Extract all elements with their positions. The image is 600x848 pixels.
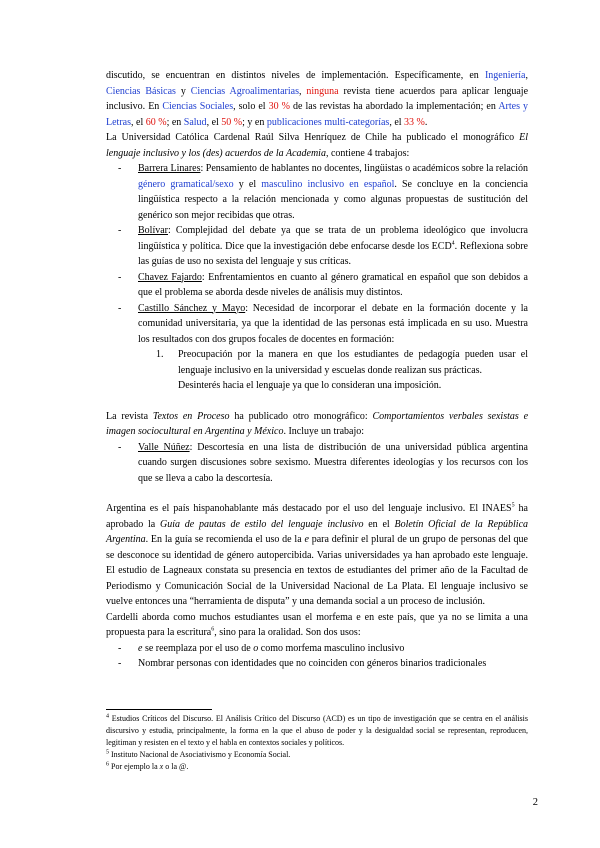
list-item-barrera: - Barrera Linares: Pensamiento de hablantes no docentes, lingüistas o académicos sobre la relación género gramatical/sexo y el masculino inclusivo en español. Se concluye en la conciencia lingüística respecto a la relación mencionada y como algunas propuestas de sustitución del genérico son mejor recibidas que otras. — [106, 161, 528, 223]
revista-title: Textos en Proceso — [152, 410, 230, 422]
list-item-castillo: - Castillo Sánchez y Mayo: Necesidad de incorporar el debate en la formación docente y la comunidad universitaria, ya que la identidad de las personas está implicada en su uso. Muestra los resultados con dos grupos focales de docentes en formación: 1. Preocupación por la manera en que los estudiantes de pedagogía pueden usar el lenguaje inclusivo en la universidad y escuelas donde realizan sus prácticas. Desinterés hacia el lenguaje ya que lo consideran una imposición. — [106, 301, 528, 394]
pct-50: 50 % — [221, 116, 243, 128]
pct-60: 60 % — [145, 116, 167, 128]
footnote-separator — [106, 709, 212, 710]
paragraph-implementation: discutido, se encuentran en distintos niveles de implementación. Específicamente, en Ingeniería, Ciencias Básicas y Ciencias Agroalimentarias, ninguna revista tiene acuerdos para aplicar lenguaje inclusivo. En Ciencias Sociales, solo el 30 % de las revistas ha abordado la implementación; en Artes y Letras, el 60 %; en Salud, el 50 %; y en publicaciones multi-categorías, el 33 %. — [106, 70, 529, 128]
list-item-chavez: - Chavez Fajardo: Enfrentamientos en cuanto al género gramatical en español que son debidos a que el problema se aborda desde niveles de análisis muy distintos. — [106, 270, 528, 301]
uses-list — [106, 641, 528, 672]
footnote-5: $^5$ Instituto Nacional de Asociativismo y Economía Social. — [106, 749, 291, 759]
paragraph-argentina: Argentina es el país hispanohablante más destacado por el uso del lenguaje inclusivo. El INAES$^5$ ha aprobado la Guía de pautas de estilo del lenguaje inclusivo en el Boletín Oficial de la República Argentina. En la guía se recomienda el uso de la e para definir el plural de un grupo de personas del que se desconoce su identidad de género autopercibida. Varias universidades ya han aprobado este lenguaje. El estudio de Lagneaux constata su presencia en textos de estudiantes del primer año de la Facultad de Periodismo y Comunicación Social de la Universidad Nacional de La Plata. El lenguaje inclusivo se vuelve entonces una “herramienta de disputa” y una demanda social a un proceso de inclusión. — [106, 502, 529, 607]
author-valle: Valle Núñez — [138, 441, 190, 453]
footnote-ref-6: 6 — [211, 626, 215, 633]
author-bolivar: Bolívar — [138, 225, 168, 236]
author-barrera: Barrera Linares — [138, 163, 201, 174]
footnotes — [106, 713, 528, 773]
works-list — [106, 161, 528, 394]
monograph-title-2: Comportamientos verbales sexistas e imagen sociocultural en Argentina y México — [106, 410, 529, 437]
pct-33: 33 % — [404, 116, 425, 128]
term-ciencias-basicas: Ciencias Básicas — [106, 85, 176, 97]
pct-30: 30 % — [268, 101, 290, 112]
list-item-use-1: - e se reemplaza por el uso de o como morfema masculino inclusivo — [106, 641, 528, 657]
term-artes-letras: Artes y Letras — [106, 101, 529, 128]
term-ciencias-agro: Ciencias Agroalimentarias — [190, 85, 299, 97]
footnote-4: $^4$ Estudios Críticos del Discurso. El Análisis Crítico del Discurso (ACD) es un tipo de investigación que se centra en el análisis discursivo y estudia, principalmente, la forma en la que el abuso de poder y la desigualdad social se representan, reproducen, legitiman y resisten en el texto y el habla en contextos sociales y políticos. — [106, 713, 528, 747]
list-item-bolivar: - Bolívar: Complejidad del debate ya que se trata de un problema ideológico que involucra lingüística y política. Dice que la investigación debe enfocarse desde los ECD$^4$. Reflexiona sobre las guías de uso no sexista del lenguaje y sus críticas. — [106, 223, 528, 270]
list-item-valle: - Valle Núñez: Descortesía en una lista de distribución de una universidad pública argentina cuando surgen discusiones sobre sexismo. Muestra diferentes ideologías y los recursos con los que se lleva a cabo la descortesía. — [106, 440, 528, 487]
author-castillo: Castillo Sánchez y Mayo — [138, 302, 246, 314]
footnote-ref-5: 5 — [511, 502, 515, 509]
list-item-focus-group: 1. Preocupación por la manera en que los estudiantes de pedagogía pueden usar el lenguaje inclusivo en la universidad y escuelas donde realizan sus prácticas. — [156, 349, 528, 376]
footnote-6: $^6$ Por ejemplo la x o la @. — [106, 761, 189, 771]
focus-groups-list — [138, 347, 528, 378]
list-item-use-2: - Nombrar personas con identidades que no coinciden con géneros binarios tradicionales — [106, 656, 528, 672]
term-genero: género gramatical/sexo — [138, 178, 234, 190]
term-ninguna: ninguna — [306, 85, 339, 97]
paragraph-monografico: La Universidad Católica Cardenal Raúl Silva Henríquez de Chile ha publicado el monográfico El lenguaje inclusivo y los (des) acuerdos de la Academia, contiene 4 trabajos: — [106, 132, 528, 159]
term-ingenieria: Ingeniería — [484, 70, 526, 81]
term-salud: Salud — [183, 116, 207, 128]
term-masculino: masculino inclusivo en español — [261, 178, 395, 190]
term-publicaciones: publicaciones multi-categorías — [266, 116, 390, 128]
works-list-2 — [106, 440, 528, 487]
guia-title: Guía de pautas de estilo del lenguaje inclusivo — [160, 518, 364, 530]
footnote-ref-4: 4 — [451, 240, 455, 247]
monograph-title: El lenguaje inclusivo y los (des) acuerdos de la Academia — [106, 132, 528, 159]
term-ciencias-sociales: Ciencias Sociales — [162, 101, 234, 112]
paragraph-cardelli: Cardelli aborda como muchos estudiantes usan el morfema e en este país, que ya no se limita a una propuesta para la escritura$^6$, sino para la oralidad. Son dos usos: — [106, 611, 528, 638]
page-body — [106, 68, 528, 672]
boletin-title: Boletín Oficial de la República Argentina — [106, 518, 529, 545]
page-number: 2 — [532, 797, 538, 808]
paragraph-textos-en-proceso: La revista Textos en Proceso ha publicado otro monográfico: Comportamientos verbales sexistas e imagen sociocultural en Argentina y México. Incluye un trabajo: — [106, 410, 529, 437]
author-chavez: Chavez Fajardo — [138, 271, 202, 283]
focus-group-desinteres: Desinterés hacia el lenguaje ya que lo consideran una imposición. — [178, 380, 442, 391]
